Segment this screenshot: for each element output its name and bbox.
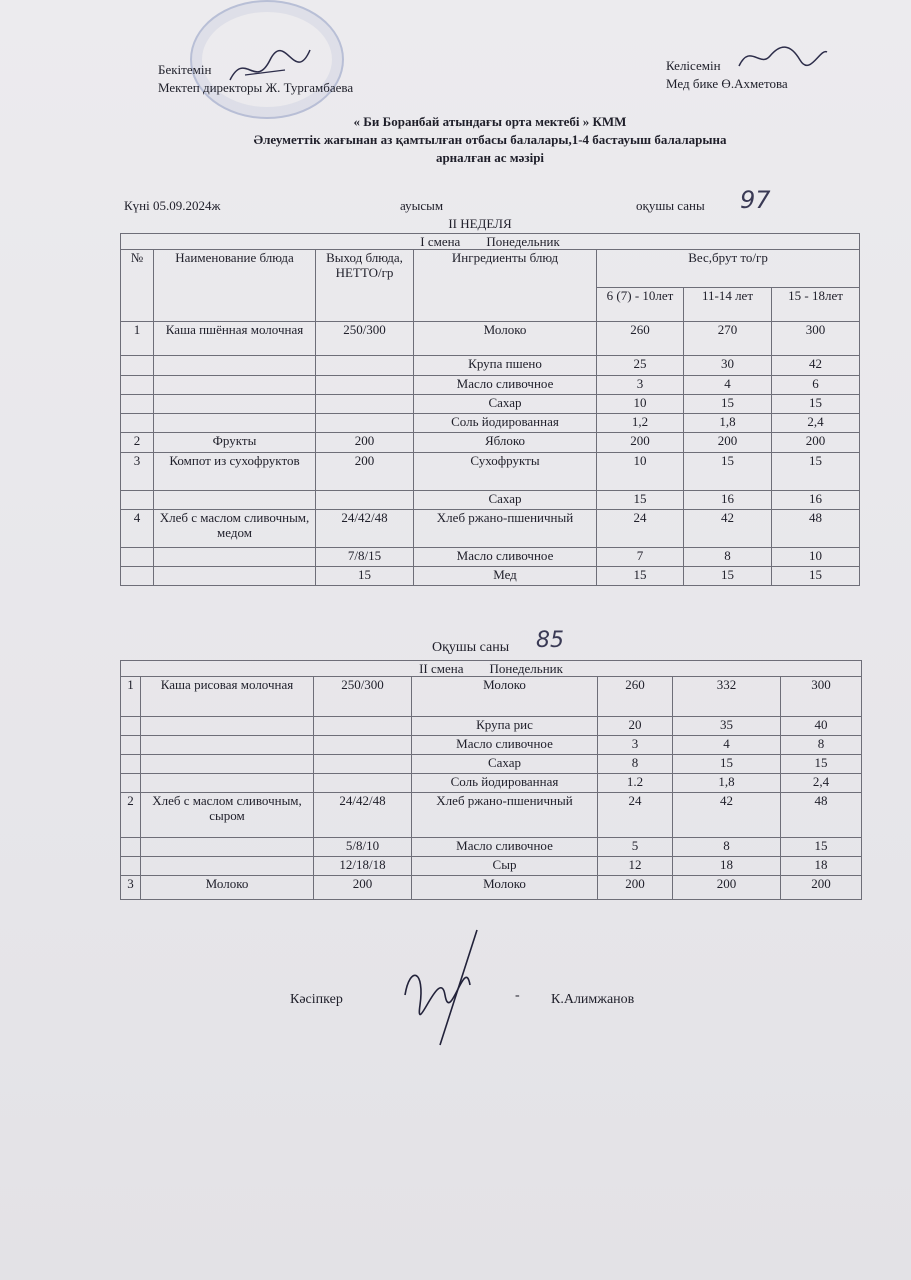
table-row <box>121 356 860 376</box>
cell-no: 3 <box>121 453 154 491</box>
cell-age-2: 1,8 <box>684 414 772 433</box>
cell-ingredient: Соль йодированная <box>414 414 597 433</box>
entrepreneur-signature-icon <box>395 925 495 1050</box>
cell-age-1: 24 <box>598 793 673 838</box>
director-signature-icon <box>225 40 315 95</box>
cell-age-1: 260 <box>597 322 684 356</box>
cell-age-3: 40 <box>781 717 862 736</box>
cell-ingredient: Крупа рис <box>412 717 598 736</box>
col-header-age-3: 15 - 18лет <box>772 288 860 322</box>
cell-yield: 24/42/48 <box>314 793 412 838</box>
shift-label: II смена <box>419 661 464 676</box>
cell-age-3: 300 <box>781 677 862 717</box>
cell-dish-name: Хлеб с маслом сливочным, медом <box>154 510 316 548</box>
cell-yield <box>316 395 414 414</box>
cell-ingredient: Сахар <box>414 491 597 510</box>
table-row <box>121 322 860 356</box>
day-label: Понедельник <box>489 661 563 676</box>
cell-age-2: 332 <box>673 677 781 717</box>
cell-age-1: 10 <box>597 453 684 491</box>
cell-yield <box>316 414 414 433</box>
students-2-label: Оқушы саны <box>432 640 510 655</box>
cell-ingredient: Сухофрукты <box>414 453 597 491</box>
cell-no <box>121 395 154 414</box>
cell-age-1: 200 <box>598 876 673 900</box>
cell-no: 2 <box>121 793 141 838</box>
col-header-age-2: 11-14 лет <box>684 288 772 322</box>
cell-no <box>121 567 154 586</box>
subtitle-line-1: Әлеуметтік жағынан аз қамтылған отбасы балалары,1-4 бастауыш балаларына <box>253 132 727 147</box>
day-label: Понедельник <box>486 234 560 249</box>
cell-no <box>121 774 141 793</box>
cell-age-1: 1,2 <box>597 414 684 433</box>
school-name: « Би Боранбай атындағы орта мектебі » КММ <box>353 114 627 129</box>
cell-age-1: 1.2 <box>598 774 673 793</box>
cell-ingredient: Молоко <box>412 677 598 717</box>
cell-age-1: 260 <box>598 677 673 717</box>
cell-dish-name: Каша пшённая молочная <box>154 322 316 356</box>
cell-ingredient: Сахар <box>412 755 598 774</box>
col-header-yield: Выход блюда, НЕТТО/гр <box>316 250 414 322</box>
cell-ingredient: Масло сливочное <box>412 838 598 857</box>
cell-yield: 24/42/48 <box>316 510 414 548</box>
cell-age-2: 35 <box>673 717 781 736</box>
agree-label: Келісемін <box>666 58 721 73</box>
cell-dish-name <box>141 838 314 857</box>
cell-no <box>121 736 141 755</box>
cell-dish-name <box>141 755 314 774</box>
subtitle-line-2: арналған ас мәзірі <box>435 150 545 165</box>
menu-table-shift-1 <box>120 233 860 586</box>
cell-age-3: 200 <box>781 876 862 900</box>
cell-age-2: 15 <box>684 395 772 414</box>
cell-yield <box>314 736 412 755</box>
entrepreneur-name: К.Алимжанов <box>551 992 635 1007</box>
cell-dish-name <box>141 857 314 876</box>
cell-age-3: 48 <box>781 793 862 838</box>
cell-no: 2 <box>121 433 154 453</box>
cell-age-3: 200 <box>772 433 860 453</box>
cell-dish-name: Каша рисовая молочная <box>141 677 314 717</box>
cell-no: 1 <box>121 677 141 717</box>
cell-yield: 200 <box>316 433 414 453</box>
cell-age-1: 8 <box>598 755 673 774</box>
cell-yield <box>314 755 412 774</box>
cell-no <box>121 414 154 433</box>
cell-age-2: 8 <box>684 548 772 567</box>
table-row <box>121 755 862 774</box>
cell-dish-name <box>141 736 314 755</box>
cell-ingredient: Хлеб ржано-пшеничный <box>414 510 597 548</box>
cell-ingredient: Яблоко <box>414 433 597 453</box>
cell-age-2: 42 <box>684 510 772 548</box>
cell-ingredient: Масло сливочное <box>414 548 597 567</box>
table-row <box>121 677 862 717</box>
week-label: II НЕДЕЛЯ <box>448 216 512 231</box>
cell-dish-name <box>154 376 316 395</box>
cell-dish-name: Фрукты <box>154 433 316 453</box>
cell-age-1: 24 <box>597 510 684 548</box>
cell-dish-name <box>154 356 316 376</box>
shift-label: I смена <box>420 234 461 249</box>
cell-ingredient: Молоко <box>412 876 598 900</box>
cell-age-1: 25 <box>597 356 684 376</box>
cell-yield: 12/18/18 <box>314 857 412 876</box>
shift-header <box>121 661 862 677</box>
cell-dish-name <box>154 491 316 510</box>
cell-age-3: 15 <box>772 395 860 414</box>
cell-age-2: 8 <box>673 838 781 857</box>
menu-table-shift-2 <box>120 660 862 900</box>
cell-age-1: 20 <box>598 717 673 736</box>
cell-age-2: 15 <box>673 755 781 774</box>
table-row <box>121 717 862 736</box>
cell-yield <box>316 491 414 510</box>
cell-age-2: 1,8 <box>673 774 781 793</box>
cell-age-2: 4 <box>684 376 772 395</box>
col-header-name: Наименование блюда <box>154 250 316 322</box>
cell-dish-name <box>141 774 314 793</box>
cell-age-1: 200 <box>597 433 684 453</box>
cell-ingredient: Сахар <box>414 395 597 414</box>
cell-age-3: 8 <box>781 736 862 755</box>
cell-no: 1 <box>121 322 154 356</box>
cell-age-1: 15 <box>597 491 684 510</box>
table-row <box>121 736 862 755</box>
col-header-age-1: 6 (7) - 10лет <box>597 288 684 322</box>
cell-yield: 7/8/15 <box>316 548 414 567</box>
nurse-line: Мед бике Ө.Ахметова <box>666 76 788 91</box>
col-header-no: № <box>121 250 154 322</box>
cell-no <box>121 857 141 876</box>
cell-age-3: 42 <box>772 356 860 376</box>
cell-age-2: 15 <box>684 567 772 586</box>
cell-age-1: 7 <box>597 548 684 567</box>
cell-age-2: 200 <box>684 433 772 453</box>
nurse-signature-icon <box>735 38 830 73</box>
cell-age-2: 18 <box>673 857 781 876</box>
cell-age-3: 18 <box>781 857 862 876</box>
cell-age-3: 15 <box>781 755 862 774</box>
cell-age-1: 15 <box>597 567 684 586</box>
director-line: Мектеп директоры Ж. Тургамбаева <box>158 80 354 95</box>
table-row <box>121 793 862 838</box>
cell-yield: 200 <box>314 876 412 900</box>
cell-age-2: 16 <box>684 491 772 510</box>
cell-age-1: 3 <box>597 376 684 395</box>
cell-yield <box>316 376 414 395</box>
cell-dish-name: Хлеб с маслом сливочным, сыром <box>141 793 314 838</box>
cell-no <box>121 548 154 567</box>
cell-age-2: 4 <box>673 736 781 755</box>
cell-ingredient: Молоко <box>414 322 597 356</box>
cell-age-3: 15 <box>772 453 860 491</box>
date-line: Күні 05.09.2024ж <box>124 198 221 213</box>
cell-age-3: 48 <box>772 510 860 548</box>
cell-ingredient: Сыр <box>412 857 598 876</box>
cell-age-3: 16 <box>772 491 860 510</box>
cell-age-1: 5 <box>598 838 673 857</box>
table-row <box>121 433 860 453</box>
cell-dish-name <box>154 567 316 586</box>
shift-header <box>121 234 860 250</box>
table-row <box>121 838 862 857</box>
cell-ingredient: Масло сливочное <box>412 736 598 755</box>
cell-no: 3 <box>121 876 141 900</box>
students-2-count: 85 <box>536 628 564 653</box>
cell-age-2: 270 <box>684 322 772 356</box>
col-header-weight: Вес,брут то/гр <box>597 250 860 288</box>
table-row <box>121 414 860 433</box>
cell-no <box>121 838 141 857</box>
cell-yield: 15 <box>316 567 414 586</box>
cell-yield <box>316 356 414 376</box>
cell-dish-name <box>141 717 314 736</box>
table-row <box>121 857 862 876</box>
cell-yield: 250/300 <box>314 677 412 717</box>
cell-no: 4 <box>121 510 154 548</box>
cell-age-3: 2,4 <box>781 774 862 793</box>
cell-ingredient: Масло сливочное <box>414 376 597 395</box>
cell-yield: 5/8/10 <box>314 838 412 857</box>
table-row <box>121 395 860 414</box>
cell-age-1: 10 <box>597 395 684 414</box>
cell-yield: 200 <box>316 453 414 491</box>
cell-age-3: 10 <box>772 548 860 567</box>
dash: - <box>515 988 520 1003</box>
table-row <box>121 567 860 586</box>
cell-dish-name <box>154 414 316 433</box>
cell-age-3: 15 <box>772 567 860 586</box>
table-row <box>121 548 860 567</box>
entrepreneur-label: Кәсіпкер <box>290 992 343 1007</box>
cell-age-2: 200 <box>673 876 781 900</box>
cell-dish-name <box>154 548 316 567</box>
cell-age-3: 2,4 <box>772 414 860 433</box>
cell-no <box>121 491 154 510</box>
table-row <box>121 876 862 900</box>
cell-ingredient: Крупа пшено <box>414 356 597 376</box>
cell-age-1: 3 <box>598 736 673 755</box>
cell-yield <box>314 717 412 736</box>
table-row <box>121 453 860 491</box>
table-row <box>121 510 860 548</box>
cell-age-1: 12 <box>598 857 673 876</box>
cell-dish-name <box>154 395 316 414</box>
cell-no <box>121 755 141 774</box>
cell-age-2: 42 <box>673 793 781 838</box>
table-row <box>121 376 860 395</box>
cell-no <box>121 356 154 376</box>
cell-ingredient: Соль йодированная <box>412 774 598 793</box>
cell-age-2: 15 <box>684 453 772 491</box>
cell-dish-name: Компот из сухофруктов <box>154 453 316 491</box>
students-count: 97 <box>740 186 771 214</box>
col-header-ingredients: Ингредиенты блюд <box>414 250 597 322</box>
cell-ingredient: Мед <box>414 567 597 586</box>
cell-age-3: 300 <box>772 322 860 356</box>
table-row <box>121 774 862 793</box>
cell-no <box>121 717 141 736</box>
cell-age-3: 6 <box>772 376 860 395</box>
cell-dish-name: Молоко <box>141 876 314 900</box>
shift-label: ауысым <box>400 198 444 213</box>
cell-no <box>121 376 154 395</box>
cell-age-3: 15 <box>781 838 862 857</box>
cell-ingredient: Хлеб ржано-пшеничный <box>412 793 598 838</box>
table-row <box>121 491 860 510</box>
students-label: оқушы саны <box>636 198 705 213</box>
cell-yield <box>314 774 412 793</box>
cell-age-2: 30 <box>684 356 772 376</box>
cell-yield: 250/300 <box>316 322 414 356</box>
approve-label: Бекітемін <box>158 62 212 77</box>
